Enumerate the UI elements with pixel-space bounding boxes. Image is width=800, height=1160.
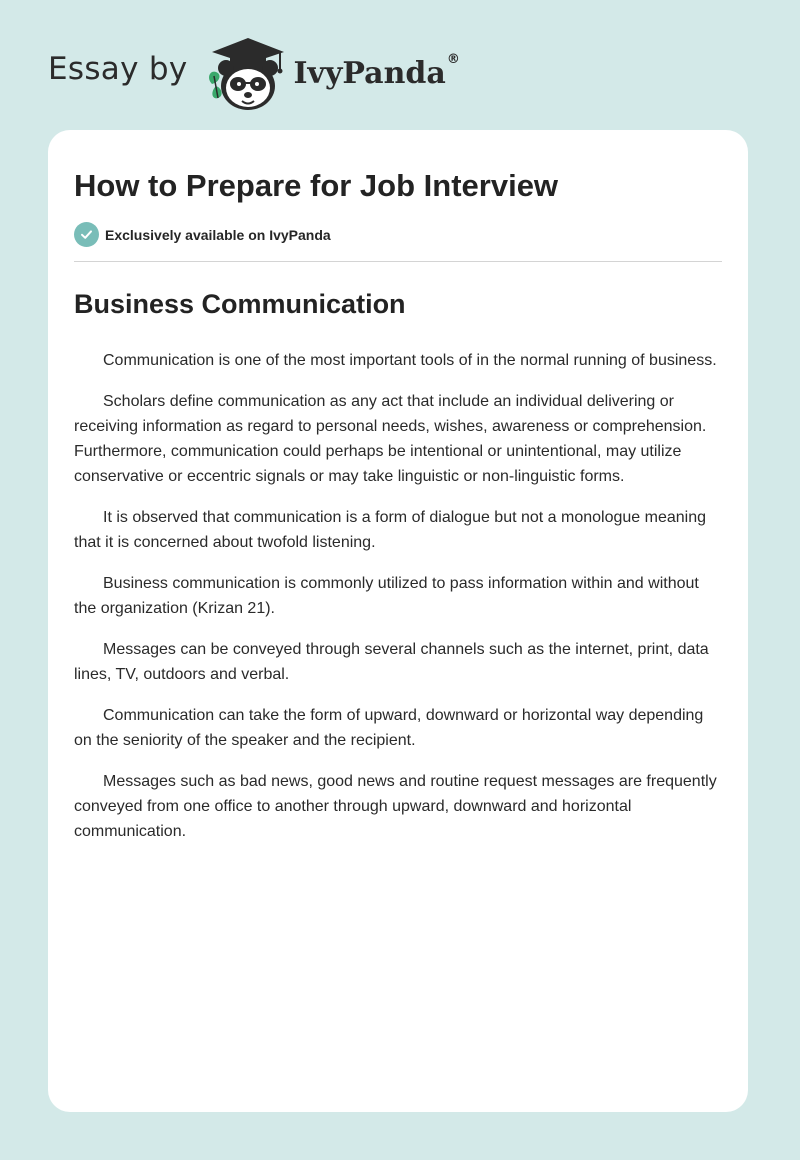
essay-paragraph: Business communication is commonly utilized to pass information within and without the organization (Krizan 21).	[74, 575, 699, 617]
title-divider	[74, 261, 722, 262]
essay-card	[48, 130, 748, 1112]
exclusive-badge-label: Exclusively available on IvyPanda	[105, 226, 331, 243]
essay-paragraph: Communication can take the form of upward, downward or horizontal way depending on the seniority of the speaker and the recipient.	[74, 707, 704, 749]
brand-text: IvyPanda	[293, 55, 446, 91]
essay-paragraph: Communication is one of the most important tools of in the normal running of business.	[103, 352, 717, 369]
exclusive-badge	[74, 222, 722, 247]
site-header	[48, 34, 460, 114]
ivypanda-brand-name[interactable]	[293, 51, 460, 91]
essay-body	[74, 348, 722, 844]
section-heading: Business Communication	[74, 289, 406, 319]
essay-paragraph: Scholars define communication as any act that include an individual delivering or receiving information as regard to personal needs, wishes, awareness or comprehension. Furthermore, communication could perhaps be intentional or unintentional, may utilize conservative or eccentric signals or may take linguistic or non-linguistic forms.	[74, 393, 707, 485]
essay-by-label: Essay by	[48, 51, 188, 87]
essay-paragraph: Messages such as bad news, good news and routine request messages are frequently conveyed from one office to another through upward, downward and horizontal communication.	[74, 773, 717, 840]
essay-title: How to Prepare for Job Interview	[74, 168, 559, 203]
check-circle-icon	[74, 222, 99, 247]
ivypanda-logo-icon[interactable]	[202, 34, 290, 114]
registered-mark: ®	[446, 51, 460, 67]
essay-paragraph: Messages can be conveyed through several channels such as the internet, print, data lines, TV, outdoors and verbal.	[74, 641, 709, 683]
essay-paragraph: It is observed that communication is a form of dialogue but not a monologue meaning that it is concerned about twofold listening.	[74, 509, 707, 551]
